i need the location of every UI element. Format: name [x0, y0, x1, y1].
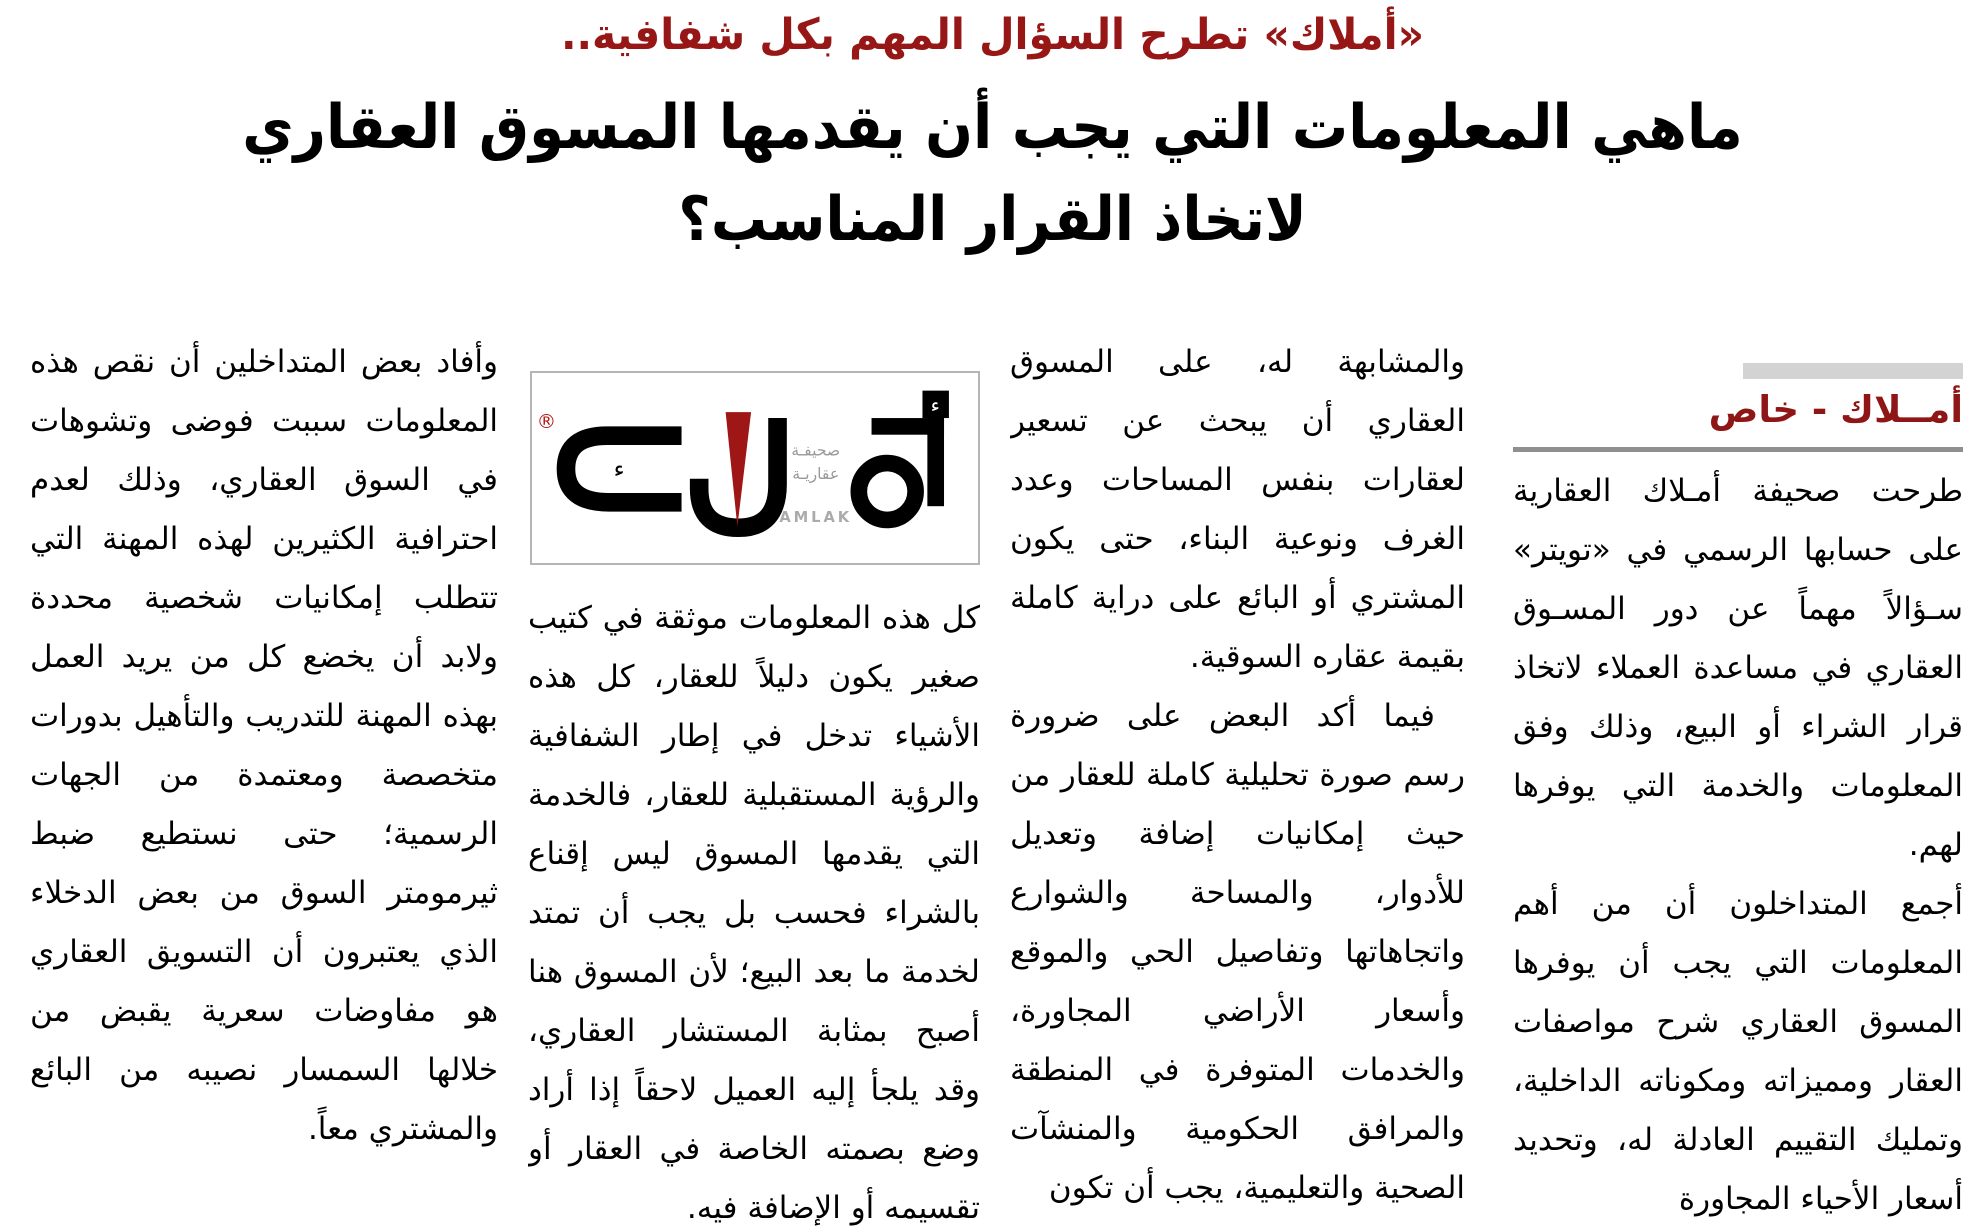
headline-line-1: ماهي المعلومات التي يجب أن يقدمها المسوق العقاري [242, 92, 1743, 163]
alef-hamza-icon: ء [930, 394, 940, 418]
article-column-1 [1513, 333, 1963, 1231]
paragraph: طرحت صحيفة أمـلاك العقارية على حسابها الرسمي في «تويتر» سـؤالاً مهماً عن دور المسـوق العقاري في مساعدة العملاء لاتخاذ قرار الشراء أو البيع، وذلك وفق المعلومات والخدمة التي يوفرها لهم. [1513, 473, 1963, 863]
registered-mark-icon: ® [536, 409, 557, 433]
kaf-hamza-icon: ء [613, 454, 625, 483]
byline-label: أمــلاك - خاص [1708, 388, 1963, 431]
paragraph: كل هذه المعلومات موثقة في كتيب صغير يكون دليلاً للعقار، كل هذه الأشياء تدخل في إطار الشفافية والرؤية المستقبلية للعقار، فالخدمة التي يقدمها المسوق ليس إقناع بالشراء فحسب بل يجب أن تمتد لخدمة ما بعد البيع؛ لأن المسوق هنا أصبح بمثابة المستشار العقاري، وقد يلجأ إليه العميل لاحقاً إذا أراد وضع بصمته الخاصة في العقار أو تقسيمه أو الإضافة فيه. [528, 600, 980, 1226]
article-column-4 [30, 333, 498, 1231]
kicker: «أملاك» تطرح السؤال المهم بكل شفافية.. [560, 10, 1425, 60]
paragraph: وأفاد بعض المتداخلين أن نقص هذه المعلومات سببت فوضى وتشوهات في السوق العقاري، وذلك لعدم احترافية الكثيرين لهذه المهنة التي تتطلب إمكانيات شخصية محددة ولابد أن يخضع كل من يريد العمل بهذه المهنة للتدريب والتأهيل بدورات متخصصة ومعتمدة من الجهات الرسمية؛ حتى نستطيع ضبط ثيرمومتر السوق من بعض الدخلاء الذي يعتبرون أن التسويق العقاري هو مفاوضات سعرية يقبض من خلالها السمسار نصيبه من البائع والمشتري معاً. [30, 344, 498, 1147]
byline-accent-bar [1743, 363, 1963, 379]
byline-divider [1513, 447, 1963, 452]
paragraph: والمشابهة له، على المسوق العقاري أن يبحث عن تسعير لعقارات بنفس المساحات وعدد الغرف ونوعية البناء، حتى يكون المشتري أو البائع على دراية كاملة بقيمة عقاره السوقية. [1010, 344, 1465, 675]
paragraph: فيما أكد البعض على ضرورة رسم صورة تحليلية كاملة للعقار من حيث إمكانيات إضافة وتعديل للأدوار، والمساحة والشوارع واتجاهاتها وتفاصيل الحي والموقع وأسعار الأراضي المجاورة، والخدمات المتوفرة في المنطقة والمرافق الحكومية والمنشآت الصحية والتعليمية، يجب أن تكون [1010, 698, 1465, 1206]
logo-red-alef-wedge [726, 412, 751, 527]
article-column-2 [1010, 333, 1465, 1231]
amlak-logo-graphic [532, 373, 978, 563]
logo-letter-meem [859, 463, 916, 520]
amlak-logo [530, 371, 980, 565]
logo-letter-alef [927, 418, 944, 506]
headline-line-2: لاتخاذ القرار المناسب؟ [678, 184, 1307, 255]
paragraph: أجمع المتداخلون أن من أهم المعلومات التي يجب أن يوفرها المسوق العقاري شرح مواصفات العقار ومميزاته ومكوناته الداخلية، وتمليك التقييم العادلة له، وتحديد أسعار الأحياء المجاورة [1513, 886, 1963, 1217]
logo-latin-name: AMLAK [779, 508, 853, 526]
logo-tagline-line2: عقاريـة [792, 463, 840, 483]
logo-tagline-line1: صحيفـة [791, 440, 841, 460]
article-column-3 [528, 333, 980, 1231]
